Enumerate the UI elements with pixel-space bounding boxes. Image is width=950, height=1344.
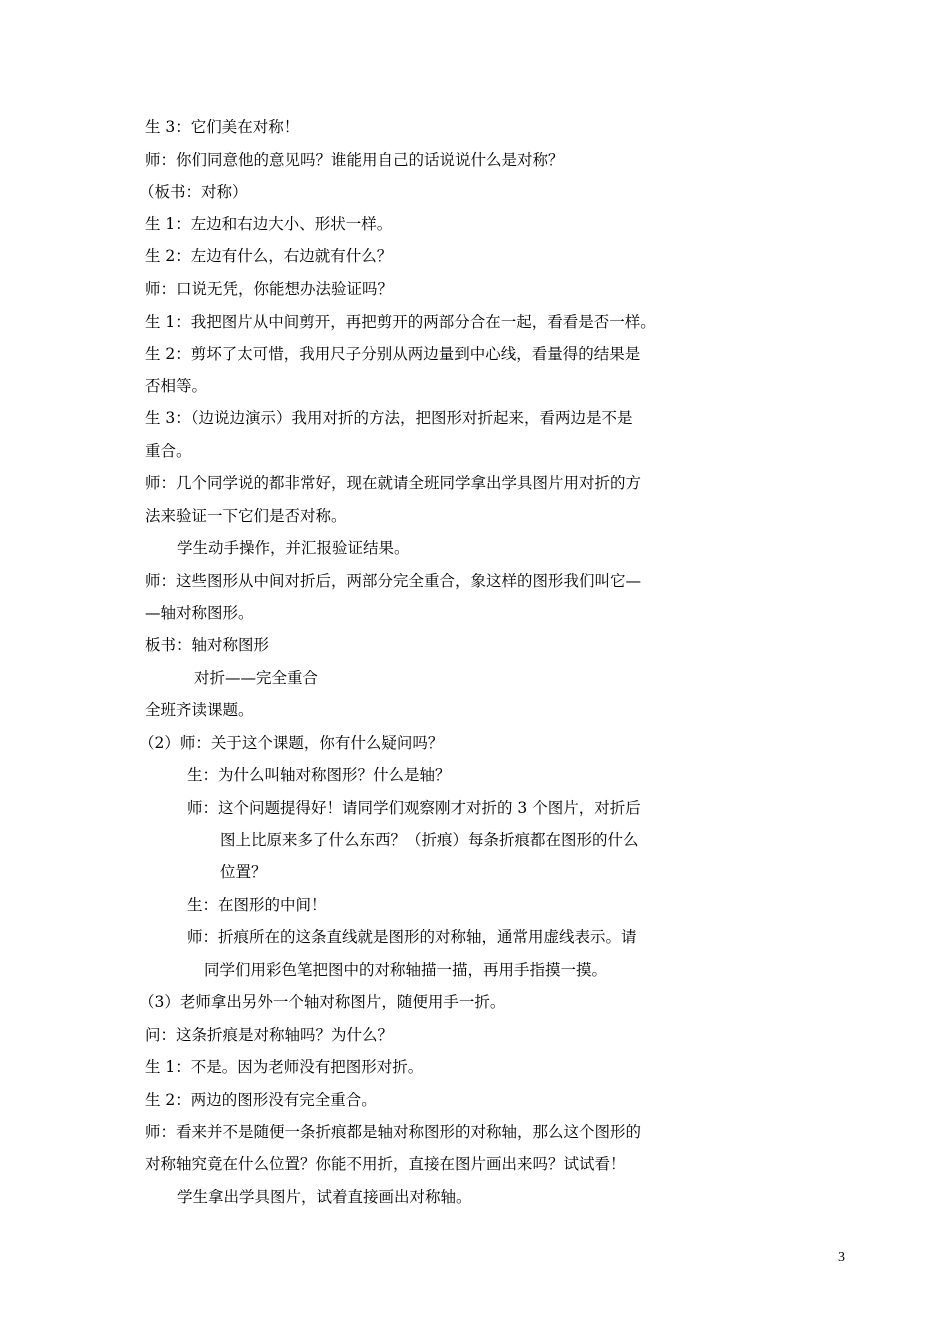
text-line: （板书：对称） — [139, 183, 248, 201]
text-line: 生 3：（边说边演示）我用对折的方法，把图形对折起来，看两边是不是 — [145, 409, 633, 427]
text-line: 师：这些图形从中间对折后，两部分完全重合，象这样的图形我们叫它— — [145, 572, 642, 590]
text-line: 生：为什么叫轴对称图形？什么是轴？ — [187, 766, 451, 784]
text-line: 生 2：两边的图形没有完全重合。 — [145, 1091, 377, 1109]
text-line: 师：几个同学说的都非常好，现在就请全班同学拿出学具图片用对折的方 — [145, 474, 642, 492]
text-line: 师：这个问题提得好！请同学们观察刚才对折的 3 个图片，对折后 — [187, 799, 641, 817]
text-line: 生 2：剪坏了太可惜，我用尺子分别从两边量到中心线，看量得的结果是 — [145, 345, 641, 363]
text-line: 否相等。 — [145, 377, 208, 395]
text-line: 法来验证一下它们是否对称。 — [145, 507, 347, 525]
text-line: 师：口说无凭，你能想办法验证吗？ — [145, 280, 394, 298]
page-number: 3 — [838, 1250, 845, 1265]
text-line: 生 1：不是。因为老师没有把图形对折。 — [145, 1058, 424, 1076]
text-line: 生 2：左边有什么，右边就有什么？ — [145, 247, 393, 265]
text-line: 问：这条折痕是对称轴吗？为什么？ — [145, 1026, 394, 1044]
text-line: 同学们用彩色笔把图中的对称轴描一描，再用手指摸一摸。 — [204, 961, 608, 979]
text-line: —轴对称图形。 — [145, 604, 254, 622]
text-line: 对折——完全重合 — [194, 669, 319, 687]
text-line: 学生拿出学具图片，试着直接画出对称轴。 — [177, 1188, 472, 1206]
text-line: 师：看来并不是随便一条折痕都是轴对称图形的对称轴，那么这个图形的 — [145, 1123, 642, 1141]
text-line: 师：你们同意他的意见吗？谁能用自己的话说说什么是对称？ — [145, 151, 564, 169]
text-line: 对称轴究竟在什么位置？你能不用折，直接在图片画出来吗？试试看！ — [145, 1155, 626, 1173]
text-line: 生：在图形的中间！ — [187, 896, 327, 914]
text-line: （3）老师拿出另外一个轴对称图片，随便用手一折。 — [139, 993, 506, 1011]
text-line: （2）师：关于这个课题，你有什么疑问吗？ — [139, 734, 444, 752]
text-line: 生 3：它们美在对称！ — [145, 118, 300, 136]
text-line: 图上比原来多了什么东西？（折痕）每条折痕都在图形的什么 — [220, 831, 639, 849]
text-line: 板书：轴对称图形 — [145, 636, 270, 654]
text-line: 生 1：左边和右边大小、形状一样。 — [145, 215, 393, 233]
text-line: 重合。 — [145, 442, 192, 460]
text-line: 师：折痕所在的这条直线就是图形的对称轴，通常用虚线表示。请 — [187, 928, 637, 946]
text-line: 全班齐读课题。 — [145, 701, 254, 719]
text-line: 位置？ — [220, 863, 267, 881]
text-line: 学生动手操作，并汇报验证结果。 — [177, 539, 410, 557]
text-line: 生 1：我把图片从中间剪开，再把剪开的两部分合在一起，看看是否一样。 — [145, 313, 656, 331]
